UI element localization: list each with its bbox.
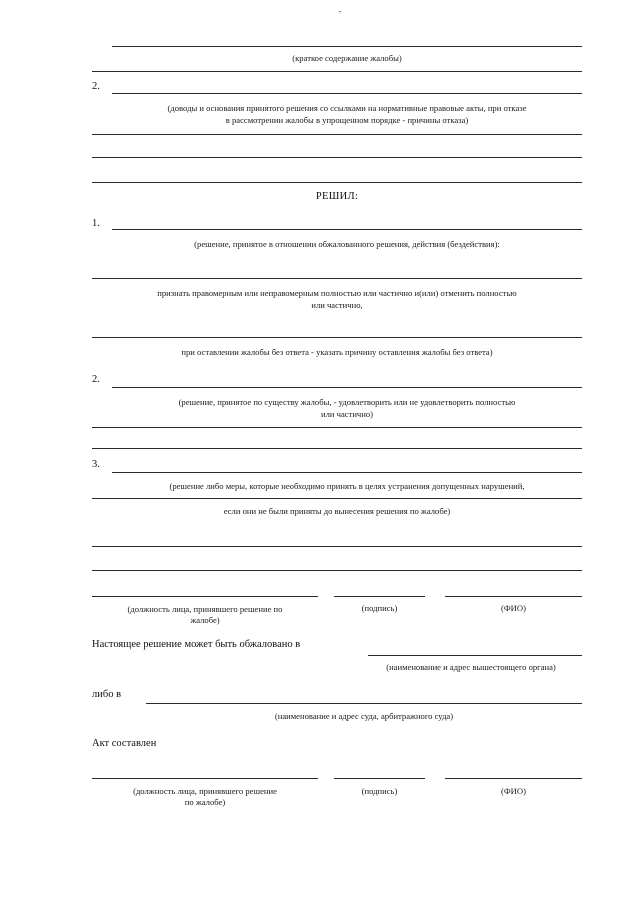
decision1-caption: (решение, принятое в отношении обжалованного решения, действия (бездействия): — [194, 239, 500, 249]
blank-line — [92, 570, 582, 571]
higher-body-line — [368, 655, 582, 656]
decision3-line — [112, 472, 582, 473]
decision3-caption-1: (решение либо меры, которые необходимо принять в целях устранения допущенных нарушений, — [169, 481, 525, 491]
decision1-line-c — [92, 337, 582, 338]
decision1-line — [112, 229, 582, 230]
decision2-caption-1: (решение, принятое по существу жалобы, - удовлетворить или не удовлетворить полностью — [178, 397, 516, 407]
decision3-number: 3. — [92, 459, 100, 470]
position-caption-2: жалобе) — [190, 615, 220, 625]
signature-caption: (подпись) — [361, 603, 398, 613]
or-in-text: либо в — [92, 689, 122, 700]
decision1-caption-c: при оставлении жалобы без ответа - указать причину оставления жалобы без ответа) — [181, 347, 493, 357]
position-line — [92, 778, 318, 779]
position-line — [92, 596, 318, 597]
signature-line — [334, 778, 425, 779]
blank-line — [92, 134, 582, 135]
act-drawn-text: Акт составлен — [92, 738, 157, 749]
blank-line — [92, 182, 582, 183]
name-line — [445, 596, 582, 597]
decided-heading: РЕШИЛ: — [315, 191, 359, 202]
decision2-line — [112, 387, 582, 388]
decision3-caption-2: если они не были приняты до вынесения решения по жалобе) — [223, 506, 451, 516]
complaint-summary-caption: (краткое содержание жалобы) — [292, 53, 402, 63]
decision3-line-b — [92, 498, 582, 499]
complaint-summary-line — [112, 46, 582, 47]
appeal-text: Настоящее решение может быть обжаловано в — [92, 639, 301, 650]
decision2-caption-2: или частично) — [320, 409, 374, 419]
item2-caption-1: (доводы и основания принятого решения со ссылками на нормативные правовые акты, при отказе — [167, 103, 527, 113]
name-caption: (ФИО) — [501, 603, 526, 613]
decision2-number: 2. — [92, 374, 100, 385]
name-caption: (ФИО) — [501, 786, 526, 796]
position-caption-1: (должность лица, принявшего решение — [133, 786, 277, 796]
separator-line — [92, 71, 582, 72]
item2-caption-2: в рассмотрении жалобы в упрощенном порядке - причины отказа) — [225, 115, 469, 125]
position-caption-2: по жалобе) — [184, 797, 226, 807]
blank-line — [92, 427, 582, 428]
decision1-number: 1. — [92, 218, 100, 229]
name-line — [445, 778, 582, 779]
decision1-line-b — [92, 278, 582, 279]
blank-line — [92, 546, 582, 547]
court-line — [146, 703, 582, 704]
item2-line — [112, 93, 582, 94]
court-caption: (наименование и адрес суда, арбитражного суда) — [274, 711, 454, 721]
page-mark: - — [338, 6, 342, 16]
blank-line — [92, 157, 582, 158]
higher-body-caption: (наименование и адрес вышестоящего органа) — [386, 662, 556, 672]
item2-number: 2. — [92, 81, 100, 92]
decision1-caption-b2: или частично, — [311, 300, 363, 310]
decision1-caption-b1: признать правомерным или неправомерным полностью или частично и(или) отменить полностью — [157, 288, 517, 298]
position-caption-1: (должность лица, принявшего решение по — [127, 604, 283, 614]
signature-caption: (подпись) — [361, 786, 398, 796]
signature-line — [334, 596, 425, 597]
blank-line — [92, 448, 582, 449]
